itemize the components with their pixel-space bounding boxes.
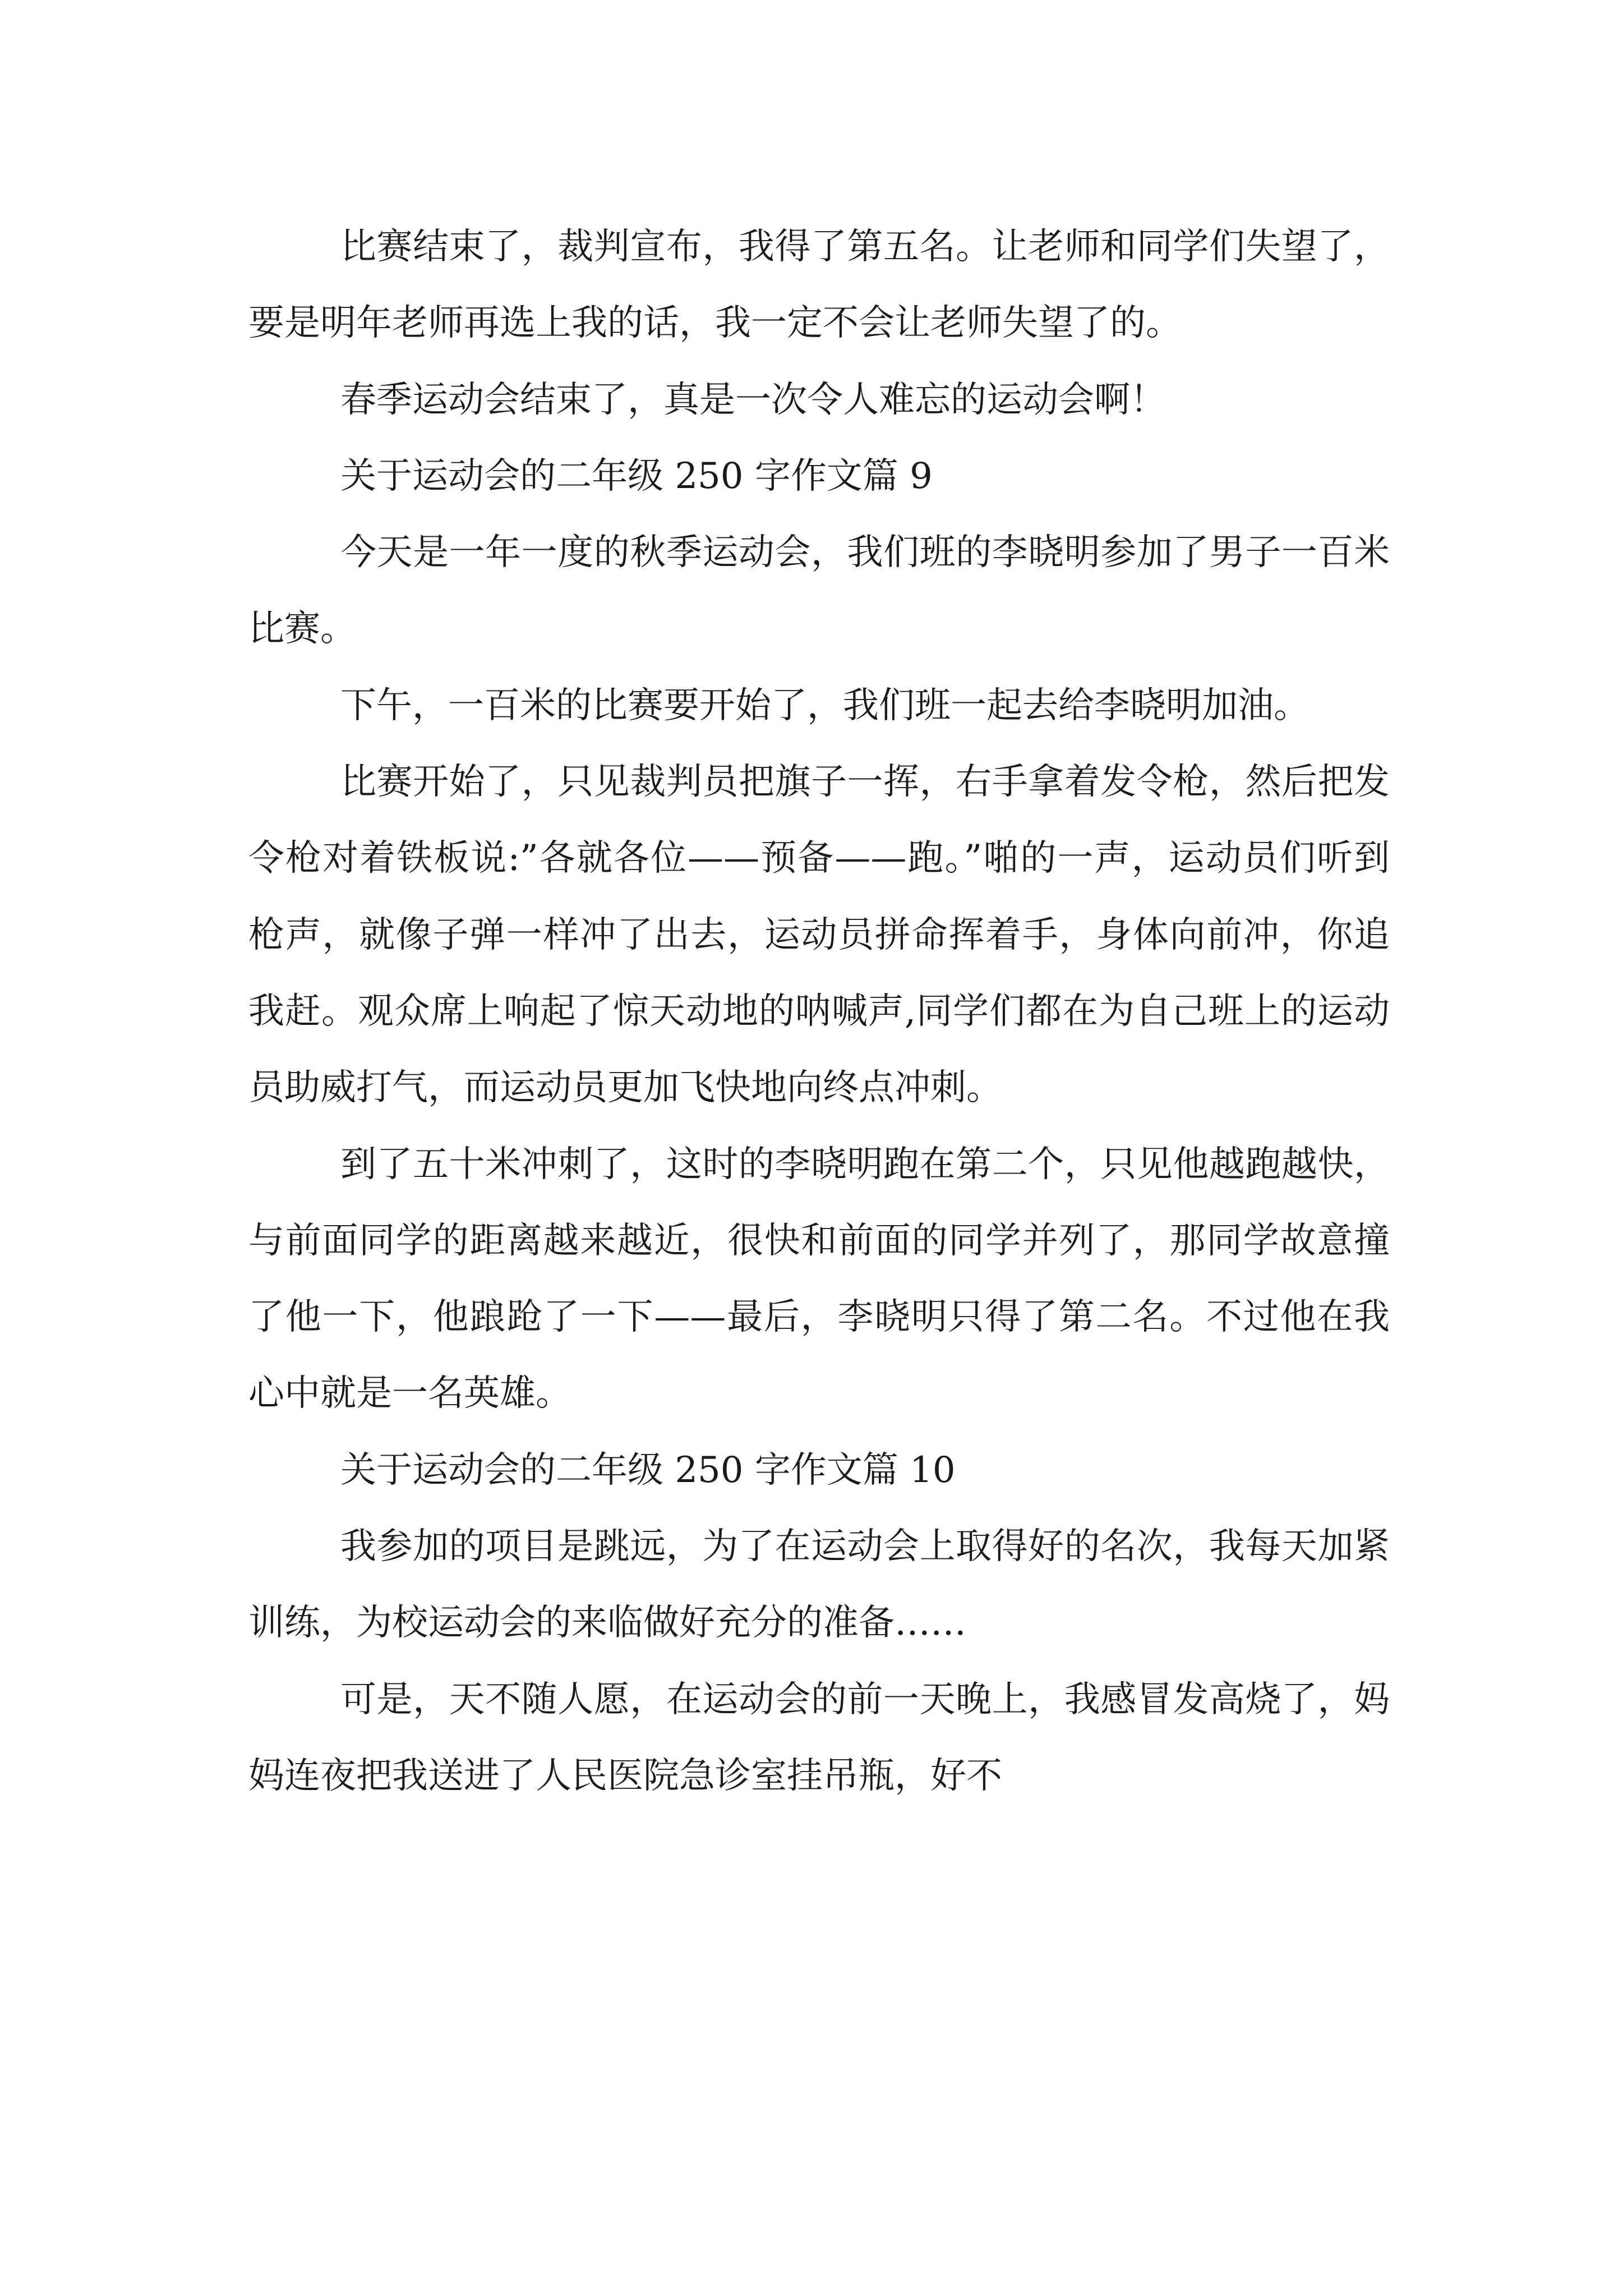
paragraph-spring-meet-ended: 春季运动会结束了，真是一次令人难忘的运动会啊！	[340, 379, 1166, 421]
paragraph-fever: 可是，天不随人愿，在运动会的前一天晚上，我感冒发高烧了，妈妈连夜把我送进了人民医院急诊室挂吊瓶，好不	[248, 1678, 1390, 1797]
paragraph-race-result: 比赛结束了，裁判宣布，我得了第五名。让老师和同学们失望了，要是明年老师再选上我的话，我一定不会让老师失望了的。	[248, 226, 1390, 344]
essay-heading-10: 关于运动会的二年级 250 字作文篇 10	[340, 1449, 956, 1491]
paragraph-race-start: 比赛开始了，只见裁判员把旗子一挥，右手拿着发令枪，然后把发令枪对着铁板说:”各就各位——预备——跑。”啪的一声，运动员们听到枪声，就像子弹一样冲了出去，运动员拼命挥着手，身体向前冲，你追我赶。观众席上响起了惊天动地的呐喊声,同学们都在为自己班上的运动员助威打气，而运动员更加飞快地向终点冲刺。	[248, 761, 1390, 1109]
paragraph-sprint-finish: 到了五十米冲刺了，这时的李晓明跑在第二个，只见他越跑越快，与前面同学的距离越来越近，很快和前面的同学并列了，那同学故意撞了他一下，他踉跄了一下——最后，李晓明只得了第二名。不过他在我心中就是一名英雄。	[248, 1143, 1390, 1415]
paragraph-long-jump-training: 我参加的项目是跳远，为了在运动会上取得好的名次，我每天加紧训练，为校运动会的来临做好充分的准备……	[248, 1526, 1390, 1644]
paragraph-afternoon-cheer: 下午，一百米的比赛要开始了，我们班一起去给李晓明加油。	[340, 684, 1310, 726]
document-body	[248, 209, 1390, 1814]
essay-heading-9: 关于运动会的二年级 250 字作文篇 9	[340, 455, 933, 497]
paragraph-autumn-meet: 今天是一年一度的秋季运动会，我们班的李晓明参加了男子一百米比赛。	[248, 532, 1390, 650]
